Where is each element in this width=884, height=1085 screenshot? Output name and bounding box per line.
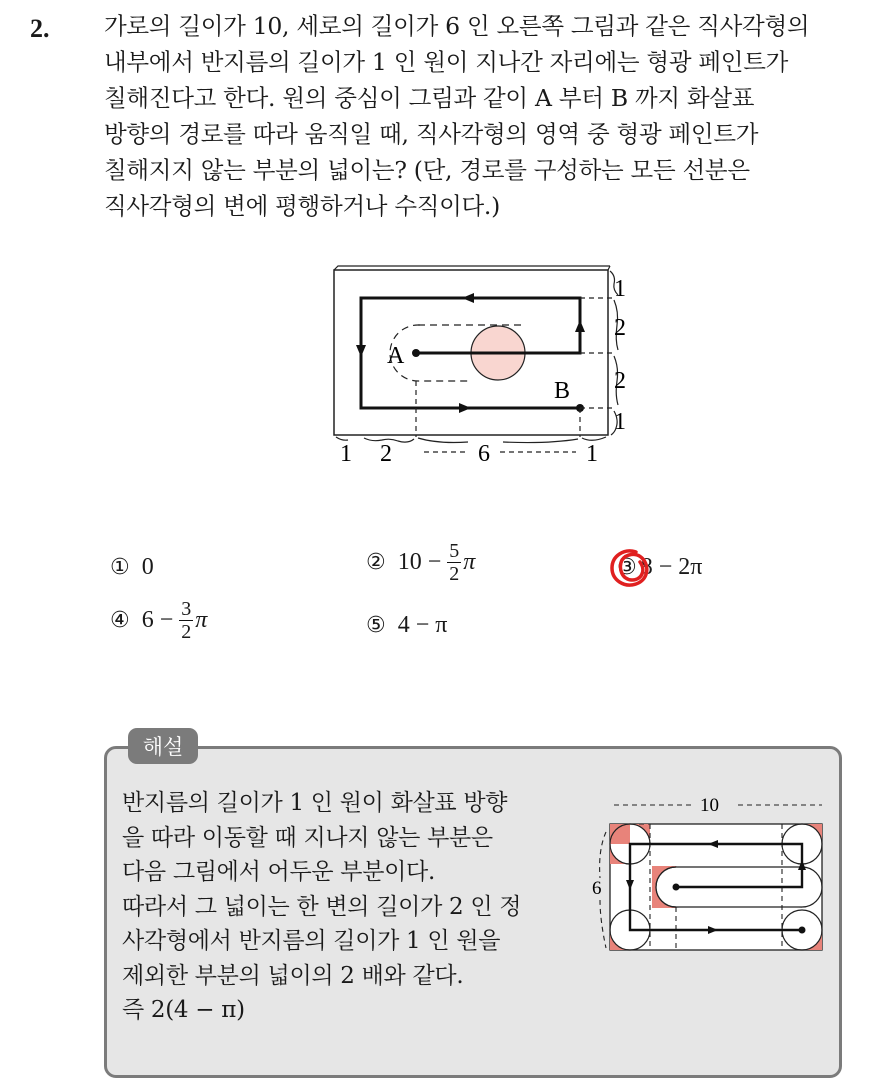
choice-text: 4 − π <box>397 612 448 638</box>
choice-number: ④ <box>110 608 130 633</box>
choice-text: 10 − <box>397 549 442 575</box>
solution-text <box>122 786 582 1028</box>
problem-figure <box>328 262 638 472</box>
dim-bottom-2: 2 <box>380 441 392 467</box>
solution-width-label: 10 <box>700 795 719 816</box>
solution-line: 을 따라 이동할 때 지나지 않는 부분은 <box>122 824 493 851</box>
dim-bottom-3: 6 <box>478 441 490 467</box>
choice-number: ② <box>366 550 386 575</box>
solution-line: 따라서 그 넓이는 한 변의 길이가 2 인 정 <box>122 893 522 920</box>
choice-5[interactable] <box>366 612 447 639</box>
choice-1[interactable] <box>110 554 154 581</box>
solution-line: 사각형에서 반지름의 길이가 1 인 원을 <box>122 928 501 954</box>
fraction-numerator: 3 <box>181 598 192 620</box>
solution-line: 반지름의 길이가 1 인 원이 화살표 방향 <box>122 790 508 816</box>
choice-pi: π <box>195 607 208 633</box>
dim-right-1: 1 <box>614 276 626 302</box>
solution-line: 즉 2(4 − π) <box>122 997 245 1023</box>
fraction-numerator: 5 <box>449 540 460 562</box>
question-number: 2. <box>30 14 50 43</box>
point-b-label: B <box>554 378 571 404</box>
solution-height-label: 6 <box>592 878 602 899</box>
choice-4[interactable] <box>110 598 207 643</box>
dim-bottom-4: 1 <box>586 441 598 467</box>
point-a-label: A <box>387 343 405 369</box>
fraction <box>179 598 193 643</box>
question-stem <box>104 8 864 224</box>
dim-bottom-1: 1 <box>340 441 352 467</box>
dim-right-2: 2 <box>614 315 626 341</box>
choice-number: ⑤ <box>366 613 386 638</box>
dim-right-4: 1 <box>614 409 626 435</box>
fraction <box>447 540 461 585</box>
solution-line: 제외한 부분의 넓이의 2 배와 같다. <box>122 962 464 989</box>
choice-2[interactable] <box>366 540 475 585</box>
stem-line: 가로의 길이가 10, 세로의 길이가 6 인 오른쪽 그림과 같은 직사각형의 <box>104 12 810 40</box>
point-a-dot <box>412 349 420 357</box>
choice-text: 0 <box>141 554 154 580</box>
solution-line: 다음 그림에서 어두운 부분이다. <box>122 859 435 885</box>
choice-number: ① <box>110 555 130 580</box>
stem-line: 내부에서 반지름의 길이가 1 인 원이 지나간 자리에는 형광 페인트가 <box>104 48 789 76</box>
choice-text: 8 − 2π <box>640 554 703 580</box>
stem-line: 방향의 경로를 따라 움직일 때, 직사각형의 영역 중 형광 페인트가 <box>104 120 759 148</box>
choice-number: ③ <box>617 555 637 580</box>
fraction-denominator: 2 <box>181 621 192 643</box>
solution-tab: 해설 <box>128 728 198 764</box>
fraction-denominator: 2 <box>449 563 460 585</box>
choice-text: 6 − <box>141 607 174 633</box>
dim-right-3: 2 <box>614 368 626 394</box>
stem-line: 직사각형의 변에 평행하거나 수직이다.) <box>104 192 500 220</box>
answer-mark <box>606 546 654 592</box>
solution-figure <box>588 790 828 960</box>
stem-line: 칠해진다고 한다. 원의 중심이 그림과 같이 A 부터 B 까지 화살표 <box>104 84 755 112</box>
choice-pi: π <box>463 549 476 575</box>
stem-line: 칠해지지 않는 부분의 넓이는? (단, 경로를 구성하는 모든 선분은 <box>104 156 750 184</box>
